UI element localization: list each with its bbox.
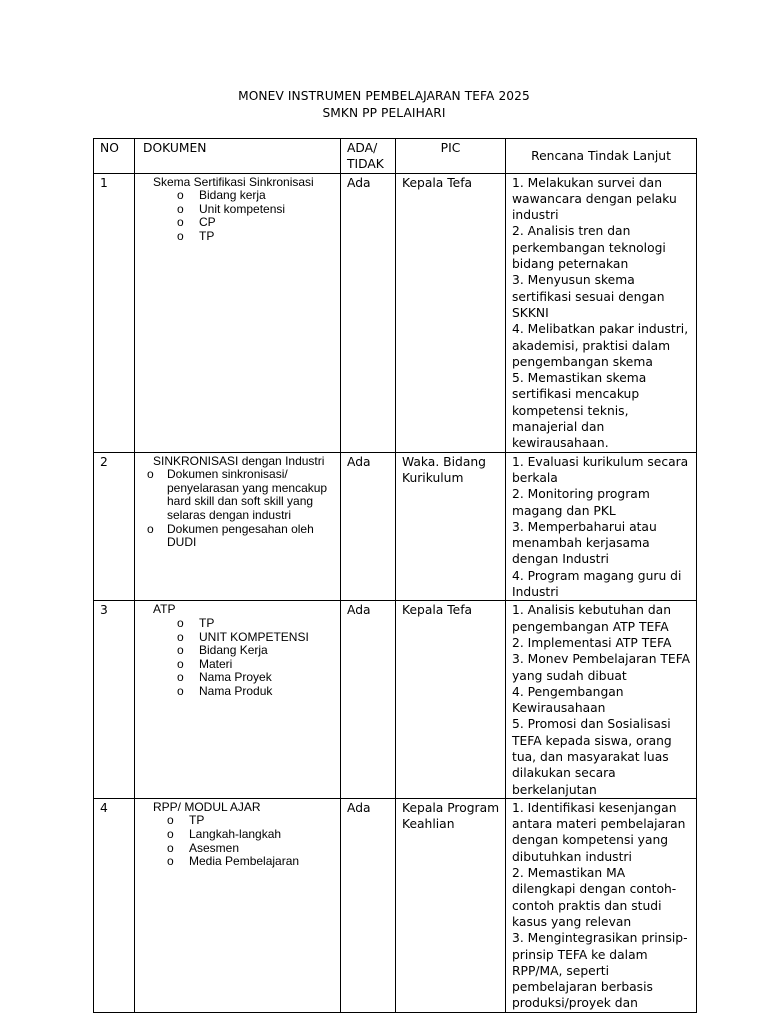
ada-cell: Ada [341,798,396,1012]
dokumen-title: Skema Sertifikasi Sinkronisasi [153,174,314,189]
header-ada-tidak: ADA/ TIDAK [341,139,396,174]
row-number: 2 [94,452,135,601]
list-item: o Dokumen sinkronisasi/ penyelarasan yang mencakup hard skill dan soft skill yang selaras dengan industri [147,467,328,523]
row-number: 3 [94,601,135,799]
bullet-icon: o [177,683,184,698]
rencana-cell [506,173,697,452]
document-subtitle: SMKN PP PELAIHARI [322,106,446,120]
rencana-cell [506,452,697,601]
pic-cell: Kepala Tefa [396,601,506,799]
bullet-icon: o [177,643,184,658]
bullet-icon: o [177,670,184,685]
rencana-step: 3. Monev Pembelajaran TEFA yang sudah dibuat [512,652,691,683]
list-item: o Bidang Kerja [177,643,268,658]
rencana-step: 1. Analisis kebutuhan dan pengembangan ATP TEFA [512,603,671,634]
header-pic: PIC [396,139,506,174]
rencana-step: 1. Evaluasi kurikulum secara berkala [512,454,689,485]
pic-cell: Kepala Program Keahlian [396,798,506,1012]
dokumen-cell [135,601,341,799]
bullet-icon: o [147,521,154,536]
bullet-icon: o [177,201,184,216]
rencana-step: 1. Melakukan survei dan wawancara dengan pelaku industri [512,175,677,223]
rencana-step: 5. Promosi dan Sosialisasi TEFA kepada siswa, orang tua, dan masyarakat luas dilakukan secara berkelanjutan [512,717,672,797]
bullet-icon: o [147,467,154,482]
list-item: o Unit kompetensi [177,201,286,216]
dokumen-title: ATP [153,602,176,617]
list-item: o TP [167,813,205,828]
table-row [94,798,697,1012]
rencana-step: 3. Memperbaharui atau menambah kerjasama dengan Industri [512,519,657,567]
list-item: o Langkah-langkah [167,827,282,842]
bullet-icon: o [167,827,174,842]
bullet-icon: o [177,629,184,644]
list-item: o Materi [177,656,233,671]
dokumen-title: SINKRONISASI dengan Industri [153,453,325,468]
header-dokumen: DOKUMEN [135,139,341,174]
pic-cell: Waka. Bidang Kurikulum [396,452,506,601]
header-rencana: Rencana Tindak Lanjut [506,139,697,174]
bullet-icon: o [167,854,174,869]
rencana-cell [506,798,697,1012]
header-no: NO [94,139,135,174]
row-number: 4 [94,798,135,1012]
rencana-step: 4. Program magang guru di Industri [512,568,682,600]
rencana-step: 2. Monitoring program magang dan PKL [512,487,650,518]
list-item: o Asesmen [167,840,240,855]
list-item: o Nama Proyek [177,670,272,685]
dokumen-list [143,617,340,699]
list-item: o UNIT KOMPETENSI [177,629,309,644]
dokumen-cell [135,798,341,1012]
rencana-step: 4. Pengembangan Kewirausahaan [512,684,624,716]
table-row [94,452,697,601]
rencana-step: 5. Memastikan skema sertifikasi mencakup kompetensi teknis, manajerial dan kewirausahaan. [512,371,647,451]
dokumen-list [143,814,340,868]
bullet-icon: o [177,656,184,671]
table-row [94,173,697,452]
bullet-icon: o [177,615,184,630]
bullet-icon: o [167,840,174,855]
dokumen-list [143,468,340,550]
row-number: 1 [94,173,135,452]
rencana-step: 2. Implementasi ATP TEFA [512,635,672,650]
ada-cell: Ada [341,601,396,799]
list-item: o Media Pembelajaran [167,854,300,869]
pic-cell: Kepala Tefa [396,173,506,452]
monev-table [93,138,697,1013]
list-item: o TP [177,615,215,630]
table-row [94,601,697,799]
rencana-step: 4. Melibatkan pakar industri, akademisi, praktisi dalam pengembangan skema [512,322,689,369]
table-header-row [94,139,697,174]
list-item: o TP [177,228,215,243]
bullet-icon: o [167,813,174,828]
bullet-icon: o [177,228,184,243]
dokumen-cell [135,452,341,601]
dokumen-list [143,189,340,243]
list-item: o Nama Produk [177,683,273,698]
rencana-step: 3. Menyusun skema sertifikasi sesuai dengan SKKNI [512,273,665,320]
rencana-step: 1. Identifikasi kesenjangan antara materi pembelajaran dengan kompetensi yang dibutuhkan industri [512,800,686,864]
dokumen-title: RPP/ MODUL AJAR [153,799,261,814]
rencana-step: 3. Mengintegrasikan prinsip-prinsip TEFA ke dalam RPP/MA, seperti pembelajaran berbasis produksi/proyek dan [512,931,688,1011]
list-item: o Bidang kerja [177,188,266,203]
ada-cell: Ada [341,173,396,452]
rencana-step: 2. Analisis tren dan perkembangan teknologi bidang peternakan [512,224,666,272]
dokumen-cell [135,173,341,452]
ada-cell: Ada [341,452,396,601]
document-title: MONEV INSTRUMEN PEMBELAJARAN TEFA 2025 [238,89,530,103]
list-item: o CP [177,215,216,230]
bullet-icon: o [177,188,184,203]
list-item: o Dokumen pengesahan oleh DUDI [147,521,314,550]
rencana-step: 2. Memastikan MA dilengkapi dengan contoh-contoh praktis dan studi kasus yang relevan [512,866,677,929]
rencana-cell [506,601,697,799]
bullet-icon: o [177,215,184,230]
